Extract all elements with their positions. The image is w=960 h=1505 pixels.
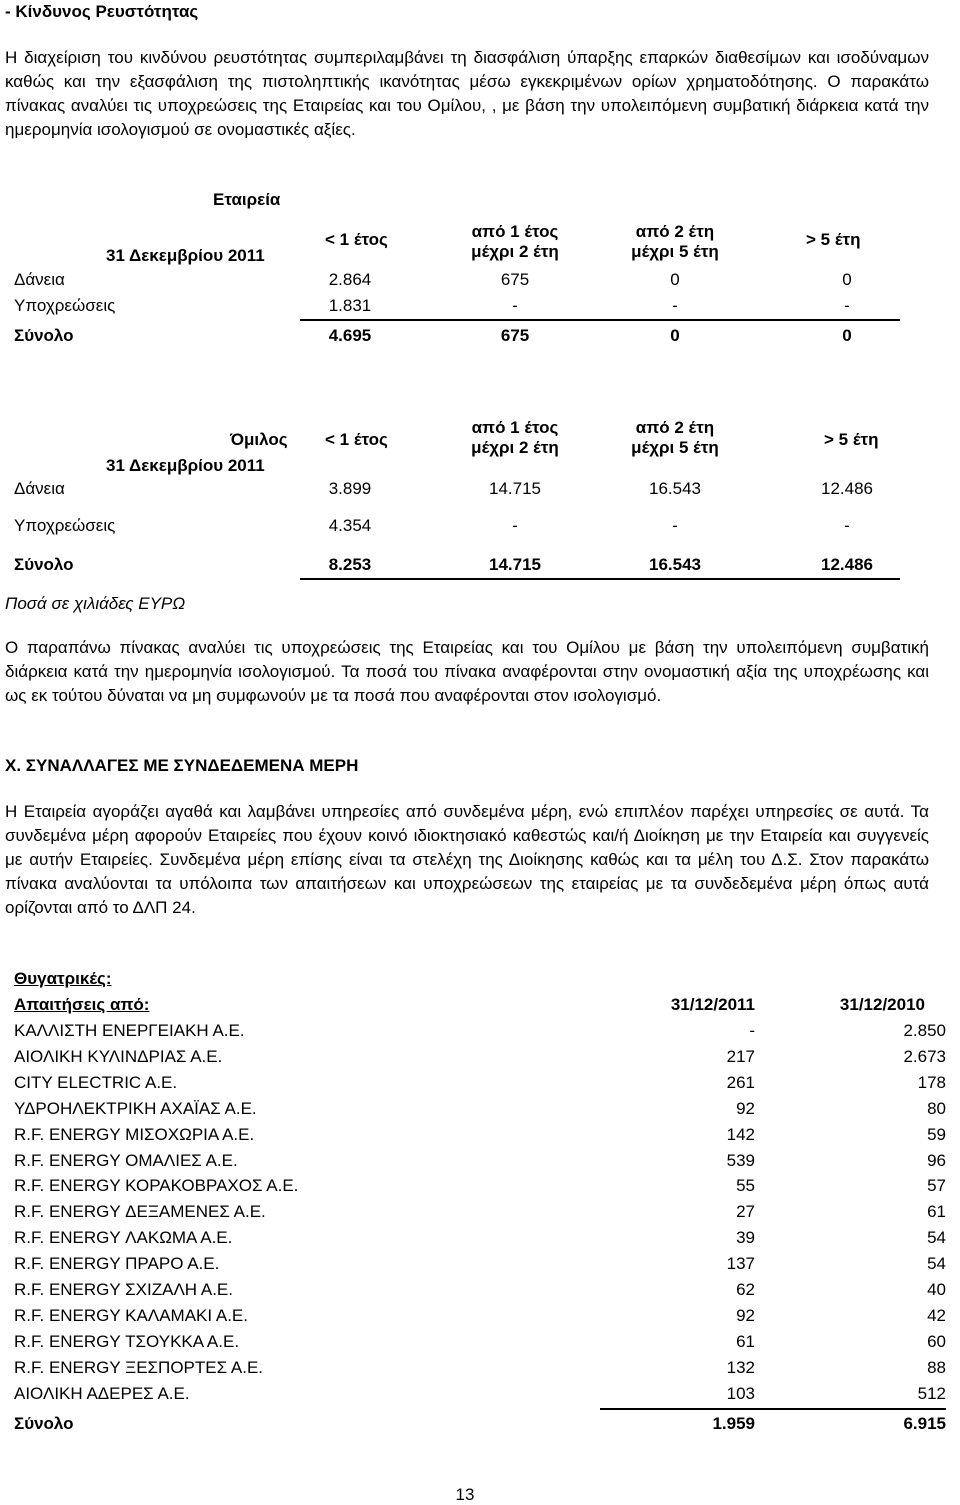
cell-1to2: - <box>512 296 518 315</box>
cell-2to5: - <box>672 516 678 535</box>
company-date-label: 31 Δεκεμβρίου 2011 <box>106 246 265 265</box>
cell-lt1: 2.864 <box>328 270 372 289</box>
section-heading-liquidity: - Κίνδυνος Ρευστότητας <box>5 2 199 21</box>
company-col-lt1: < 1 έτος <box>325 230 388 249</box>
company-name: R.F. ENERGY ΤΣΟΥΚΚΑ Α.Ε. <box>14 1332 240 1351</box>
company-col-2to5-line1: από 2 έτη <box>635 222 715 241</box>
company-name: R.F. ENERGY ΚΑΛΑΜΑΚΙ Α.Ε. <box>14 1306 248 1325</box>
group-col-2to5-line1: από 2 έτη <box>635 418 715 437</box>
value-2010: 178 <box>917 1073 946 1092</box>
value-2010: 80 <box>927 1099 946 1118</box>
total-2011: 1.959 <box>712 1414 755 1433</box>
cell-1to2: 675 <box>500 270 530 289</box>
company-col-1to2 <box>440 222 590 262</box>
cell-gt5: - <box>844 516 850 535</box>
value-2010: 88 <box>927 1358 946 1377</box>
value-2011: 132 <box>726 1358 755 1377</box>
company-name: ΑΙΟΛΙΚΗ ΚΥΛΙΝΔΡΙΑΣ Α.Ε. <box>14 1047 223 1066</box>
value-2011: 55 <box>736 1176 755 1195</box>
group-entity-label: Όμιλος <box>230 430 288 449</box>
company-col-2to5 <box>600 222 750 262</box>
value-2010: 61 <box>927 1202 946 1221</box>
value-2011: 62 <box>736 1280 755 1299</box>
company-name: ΥΔΡΟΗΛΕΚΤΡΙΚΗ ΑΧΑΪΑΣ Α.Ε. <box>14 1099 257 1118</box>
group-total-divider <box>300 578 900 580</box>
total-gt5: 0 <box>842 326 852 345</box>
value-2010: 2.850 <box>903 1021 946 1040</box>
cell-lt1: 3.899 <box>328 479 372 498</box>
related-parties-paragraph: Η Εταιρεία αγοράζει αγαθά και λαμβάνει υπηρεσίες από συνδεμένα μέρη, ενώ επιπλέον παρέχει υπηρεσίες σε αυτά. Τα συνδεμένα μέρη αφορούν Εταιρείες που έχουν κοινό ιδιοκτησιακό καθεστώς και/ή Διοίκηση με την Εταιρεία και συγγενείς με αυτήν Εταιρείες. Συνδεμένα μέρη επίσης είναι τα στελέχη της Διοίκησης καθώς και τα μέλη του Δ.Σ. Στον παρακάτω πίνακα αναλύονται τα υπόλοιπα των απαιτήσεων και υποχρεώσεων της εταιρείας με τα συνδεδεμένα μέρη όπως αυτά ορίζονται από το ΔΛΠ 24. <box>5 802 929 917</box>
liquidity-paragraph: Η διαχείριση του κινδύνου ρευστότητας συμπεριλαμβάνει τη διασφάλιση ύπαρξης επαρκών διαθεσίμων και ισοδύναμων καθώς και την εξασφάλιση της πιστοληπτικής ικανότητας μέσω εγκεκριμένων ορίων χρηματοδότησης. Ο παρακάτω πίνακας αναλύει τις υποχρεώσεις της Εταιρείας και του Ομίλου, , με βάση την υπολειπόμενη συμβατική διάρκεια κατά την ημερομηνία ισολογισμού σε ονομαστικές αξίες. <box>5 48 929 139</box>
value-2010: 96 <box>927 1151 946 1170</box>
company-name: ΑΙΟΛΙΚΗ ΑΔΕΡΕΣ Α.Ε. <box>14 1384 190 1403</box>
cell-2to5: 16.543 <box>649 479 701 498</box>
company-name: R.F. ENERGY ΛΑΚΩΜΑ Α.Ε. <box>14 1228 233 1247</box>
cell-1to2: 14.715 <box>489 479 541 498</box>
value-2011: 137 <box>726 1254 755 1273</box>
total-lt1: 4.695 <box>328 326 372 345</box>
value-2010: 54 <box>927 1228 946 1247</box>
value-2010: 60 <box>927 1332 946 1351</box>
row-label: Δάνεια <box>14 479 65 498</box>
value-2011: 27 <box>736 1202 755 1221</box>
total-gt5: 12.486 <box>821 555 873 574</box>
amounts-note: Ποσά σε χιλιάδες ΕΥΡΩ <box>5 594 186 613</box>
col-31-12-2010: 31/12/2010 <box>839 995 925 1014</box>
group-col-1to2 <box>440 418 590 458</box>
company-name: ΚΑΛΛΙΣΤΗ ΕΝΕΡΓΕΙΑΚΗ Α.Ε. <box>14 1021 245 1040</box>
cell-gt5: 0 <box>842 270 852 289</box>
company-name: CITY ELECTRIC A.E. <box>14 1073 178 1092</box>
cell-2to5: 0 <box>670 270 680 289</box>
total-1to2: 675 <box>500 326 530 345</box>
value-2011: - <box>749 1021 755 1040</box>
value-2011: 39 <box>736 1228 755 1247</box>
value-2011: 92 <box>736 1306 755 1325</box>
value-2011: 142 <box>726 1125 755 1144</box>
value-2011: 61 <box>736 1332 755 1351</box>
company-name: R.F. ENERGY ΠΡΑΡΟ Α.Ε. <box>14 1254 220 1273</box>
company-name: R.F. ENERGY ΣΧΙΖΑΛΗ Α.Ε. <box>14 1280 233 1299</box>
total-lt1: 8.253 <box>328 555 372 574</box>
company-col-1to2-line2: μέχρι 2 έτη <box>471 242 559 261</box>
cell-gt5: 12.486 <box>821 479 873 498</box>
row-label: Υποχρεώσεις <box>14 296 116 315</box>
value-2010: 40 <box>927 1280 946 1299</box>
value-2010: 57 <box>927 1176 946 1195</box>
cell-lt1: 1.831 <box>328 296 372 315</box>
value-2011: 539 <box>726 1151 755 1170</box>
company-col-2to5-line2: μέχρι 5 έτη <box>631 242 719 261</box>
value-2010: 59 <box>927 1125 946 1144</box>
row-label: Υποχρεώσεις <box>14 516 116 535</box>
value-2010: 54 <box>927 1254 946 1273</box>
group-col-2to5-line2: μέχρι 5 έτη <box>631 438 719 457</box>
company-total-divider <box>300 319 900 321</box>
value-2010: 42 <box>927 1306 946 1325</box>
related-parties-heading: Χ. ΣΥΝΑΛΛΑΓΕΣ ΜΕ ΣΥΝΔΕΔΕΜΕΝΑ ΜΕΡΗ <box>5 756 359 775</box>
total-label: Σύνολο <box>14 1414 74 1433</box>
company-entity-label: Εταιρεία <box>213 190 281 209</box>
company-name: R.F. ENERGY ΟΜΑΛΙΕΣ Α.Ε. <box>14 1151 238 1170</box>
total-2to5: 16.543 <box>649 555 701 574</box>
company-col-gt5: > 5 έτη <box>806 230 861 249</box>
row-label: Δάνεια <box>14 270 65 289</box>
subsidiaries-heading: Θυγατρικές: <box>14 969 112 988</box>
total-label: Σύνολο <box>14 555 74 574</box>
cell-2to5: - <box>672 296 678 315</box>
company-name: R.F. ENERGY ΔΕΞΑΜΕΝΕΣ Α.Ε. <box>14 1202 266 1221</box>
cell-1to2: - <box>512 516 518 535</box>
group-col-1to2-line2: μέχρι 2 έτη <box>471 438 559 457</box>
group-col-gt5: > 5 έτη <box>824 430 879 449</box>
value-2011: 261 <box>726 1073 755 1092</box>
receivables-subheading: Απαιτήσεις από: <box>14 995 150 1014</box>
group-col-1to2-line1: από 1 έτος <box>471 418 559 437</box>
value-2011: 217 <box>726 1047 755 1066</box>
analysis-paragraph: Ο παραπάνω πίνακας αναλύει τις υποχρεώσεις της Εταιρείας και του Ομίλου με βάση την υπολειπόμενη συμβατική διάρκεια κατά την ημερομηνία ισολογισμού. Τα ποσά του πίνακα αναφέρονται στην ονομαστική αξία της υποχρέωσης και ως εκ τούτου δύναται να μη συμφωνούν με τα ποσά που αναφέρονται στον ισολογισμό. <box>5 638 929 705</box>
total-2010: 6.915 <box>903 1414 946 1433</box>
value-2011: 103 <box>726 1384 755 1403</box>
total-label: Σύνολο <box>14 326 74 345</box>
total-1to2: 14.715 <box>489 555 541 574</box>
value-2010: 2.673 <box>903 1047 946 1066</box>
company-name: R.F. ENERGY ΚΟΡΑΚΟΒΡΑΧΟΣ Α.Ε. <box>14 1176 299 1195</box>
company-name: R.F. ENERGY ΞΕΣΠΟΡΤΕΣ Α.Ε. <box>14 1358 264 1377</box>
group-col-lt1: < 1 έτος <box>325 430 388 449</box>
company-name: R.F. ENERGY ΜΙΣΟΧΩΡΙΑ Α.Ε. <box>14 1125 255 1144</box>
value-2010: 512 <box>917 1384 946 1403</box>
col-31-12-2011: 31/12/2011 <box>670 995 755 1014</box>
group-date-label: 31 Δεκεμβρίου 2011 <box>106 456 265 475</box>
cell-gt5: - <box>844 296 850 315</box>
value-2011: 92 <box>736 1099 755 1118</box>
group-col-2to5 <box>600 418 750 458</box>
total-2to5: 0 <box>670 326 680 345</box>
company-col-1to2-line1: από 1 έτος <box>471 222 559 241</box>
subsidiaries-total-divider <box>600 1408 946 1410</box>
page-number: 13 <box>455 1485 475 1504</box>
cell-lt1: 4.354 <box>328 516 372 535</box>
